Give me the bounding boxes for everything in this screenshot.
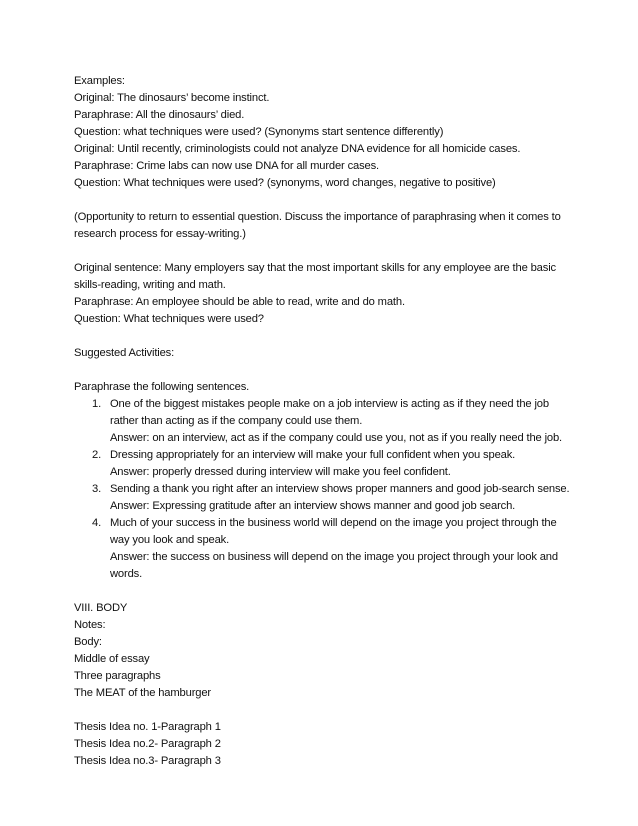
list-item-text: Dressing appropriately for an interview will make your full confident when you speak. [110,449,516,461]
numbered-list [74,396,574,583]
list-item-text: Much of your success in the business world will depend on the image you project through the [110,517,557,529]
list-item [74,396,574,447]
document-page [74,73,574,770]
original-sentence-line: Original sentence: Many employers say that the most important skills for any employee are the basic [74,262,556,274]
spacer [74,192,574,209]
body-line: Middle of essay [74,653,150,665]
suggested-intro: Paraphrase the following sentences. [74,381,250,393]
list-item-number: 3. [92,483,102,495]
example-line: Original: Until recently, criminologists could not analyze DNA evidence for all homicide cases. [74,143,521,155]
spacer [74,328,574,345]
body-line: Body: [74,636,102,648]
thesis-section [74,719,574,770]
list-item-number: 4. [92,517,102,529]
thesis-line: Thesis Idea no. 1-Paragraph 1 [74,721,221,733]
spacer [74,583,574,600]
example-line: Paraphrase: Crime labs can now use DNA for all murder cases. [74,160,380,172]
list-item-text: rather than acting as if the company could use them. [110,415,363,427]
thesis-line: Thesis Idea no.3- Paragraph 3 [74,755,221,767]
examples-heading: Examples: [74,75,125,87]
body-line: Notes: [74,619,106,631]
example-line: Question: what techniques were used? (Synonyms start sentence differently) [74,126,444,138]
list-item-number: 1. [92,398,102,410]
list-item [74,515,574,583]
thesis-line: Thesis Idea no.2- Paragraph 2 [74,738,221,750]
original-sentence-section [74,260,574,328]
examples-section [74,73,574,192]
body-heading: VIII. BODY [74,602,128,614]
question-line: Question: What techniques were used? [74,313,264,325]
paraphrase-line: Paraphrase: An employee should be able to read, write and do math. [74,296,405,308]
list-item-answer: Answer: properly dressed during interview will make you feel confident. [110,466,451,478]
spacer [74,362,574,379]
spacer [74,243,574,260]
list-item-answer: Answer: on an interview, act as if the company could use you, not as if you really need the job. [110,432,563,444]
list-item-text: Sending a thank you right after an interview shows proper manners and good job-search sense. [110,483,570,495]
example-line: Question: What techniques were used? (synonyms, word changes, negative to positive) [74,177,496,189]
example-line: Original: The dinosaurs’ become instinct. [74,92,270,104]
opportunity-line: research process for essay-writing.) [74,228,246,240]
suggested-heading: Suggested Activities: [74,347,175,359]
list-item-number: 2. [92,449,102,461]
list-item [74,481,574,515]
list-item-answer: Answer: Expressing gratitude after an interview shows manner and good job search. [110,500,516,512]
example-line: Paraphrase: All the dinosaurs’ died. [74,109,245,121]
opportunity-section [74,209,574,243]
original-sentence-line: skills-reading, writing and math. [74,279,226,291]
body-line: Three paragraphs [74,670,161,682]
list-item-answer: Answer: the success on business will depend on the image you project through your look and [110,551,558,563]
opportunity-line: (Opportunity to return to essential question. Discuss the importance of paraphrasing when it comes to [74,211,561,223]
list-item-text: One of the biggest mistakes people make on a job interview is acting as if they need the job [110,398,549,410]
body-section [74,600,574,702]
body-line: The MEAT of the hamburger [74,687,211,699]
list-item [74,447,574,481]
list-item-answer: words. [110,568,143,580]
spacer [74,702,574,719]
list-item-text: way you look and speak. [110,534,230,546]
suggested-activities-section [74,345,574,583]
